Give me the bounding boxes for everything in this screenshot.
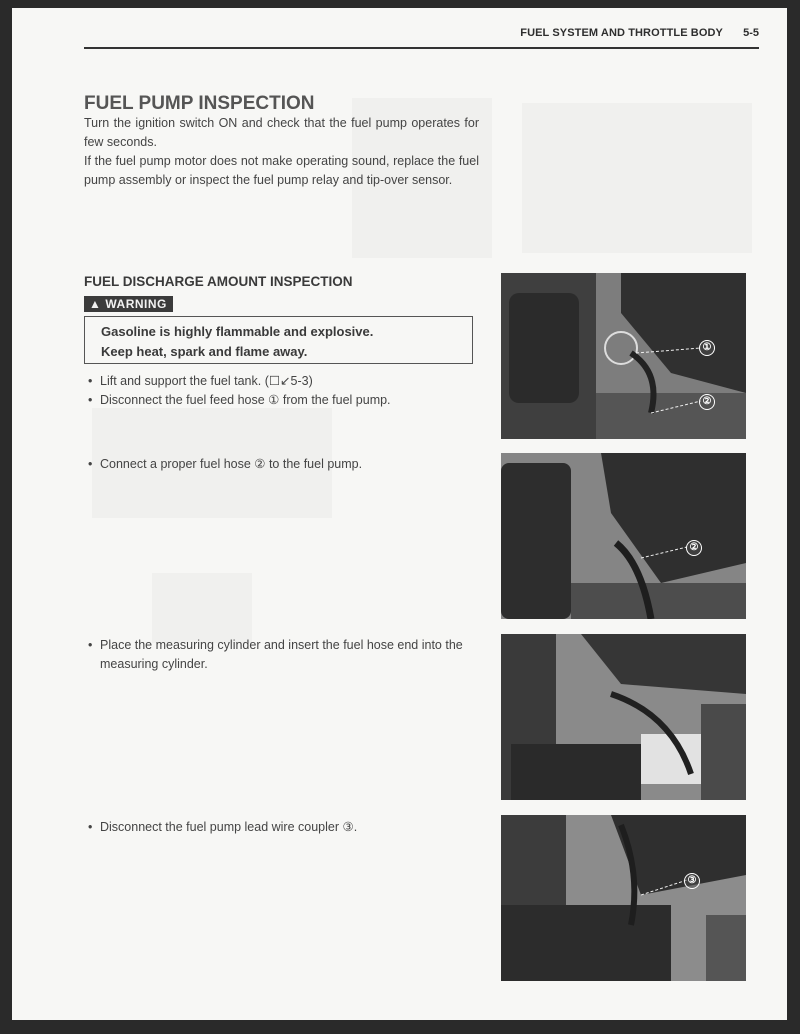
callout-1: ① bbox=[699, 340, 715, 356]
bullet-dot: • bbox=[88, 393, 93, 407]
warning-label-text: WARNING bbox=[105, 297, 167, 311]
discharge-inspection-heading: FUEL DISCHARGE AMOUNT INSPECTION bbox=[84, 274, 353, 289]
fuel-pump-paragraph-1: Turn the ignition switch ON and check that the fuel pump operates for few seconds. bbox=[84, 116, 479, 149]
fuel-pump-paragraph-2: If the fuel pump motor does not make operating sound, replace the fuel pump assembly or inspect the fuel pump relay and tip-over sensor. bbox=[84, 154, 479, 187]
page-number: 5-5 bbox=[743, 27, 759, 39]
bullet-dot: • bbox=[88, 457, 93, 471]
step-lift-tank bbox=[88, 372, 484, 391]
section-title: FUEL SYSTEM AND THROTTLE BODY bbox=[520, 27, 723, 39]
photo-3-graphic bbox=[501, 634, 746, 800]
bullet-dot: • bbox=[88, 374, 93, 388]
photo-fuel-feed-hose bbox=[501, 273, 746, 439]
callout-3: ③ bbox=[684, 873, 700, 889]
warning-box bbox=[84, 316, 473, 364]
photo-4-graphic bbox=[501, 815, 746, 981]
warning-triangle-icon: ▲ bbox=[89, 297, 102, 311]
step-measuring-cylinder bbox=[88, 636, 484, 674]
step-text: Disconnect the fuel pump lead wire coupler ③. bbox=[100, 820, 358, 834]
step-text: Place the measuring cylinder and insert the fuel hose end into the measuring cylinder. bbox=[100, 638, 463, 671]
callout-2: ② bbox=[699, 394, 715, 410]
photo-measuring-cylinder bbox=[501, 634, 746, 800]
step-text: Lift and support the fuel tank. (☐↙5-3) bbox=[100, 374, 313, 388]
step-connect-fuel-hose bbox=[88, 455, 484, 474]
photo-2-graphic bbox=[501, 453, 746, 619]
callout-2: ② bbox=[686, 540, 702, 556]
manual-page bbox=[12, 8, 787, 1020]
photo-lead-wire-coupler bbox=[501, 815, 746, 981]
warning-line-2: Keep heat, spark and flame away. bbox=[101, 344, 308, 359]
header-rule bbox=[84, 47, 759, 49]
photo-1-graphic bbox=[501, 273, 746, 439]
step-disconnect-feed-hose bbox=[88, 391, 484, 410]
bullet-dot: • bbox=[88, 820, 93, 834]
step-text: Disconnect the fuel feed hose ① from the fuel pump. bbox=[100, 393, 391, 407]
step-text: Connect a proper fuel hose ② to the fuel pump. bbox=[100, 457, 363, 471]
fuel-pump-inspection-heading: FUEL PUMP INSPECTION bbox=[84, 93, 315, 114]
step-disconnect-coupler bbox=[88, 818, 484, 837]
warning-line-1: Gasoline is highly flammable and explosive. bbox=[101, 324, 374, 339]
photo-connect-hose bbox=[501, 453, 746, 619]
warning-label bbox=[84, 296, 173, 312]
bullet-dot: • bbox=[88, 638, 93, 652]
